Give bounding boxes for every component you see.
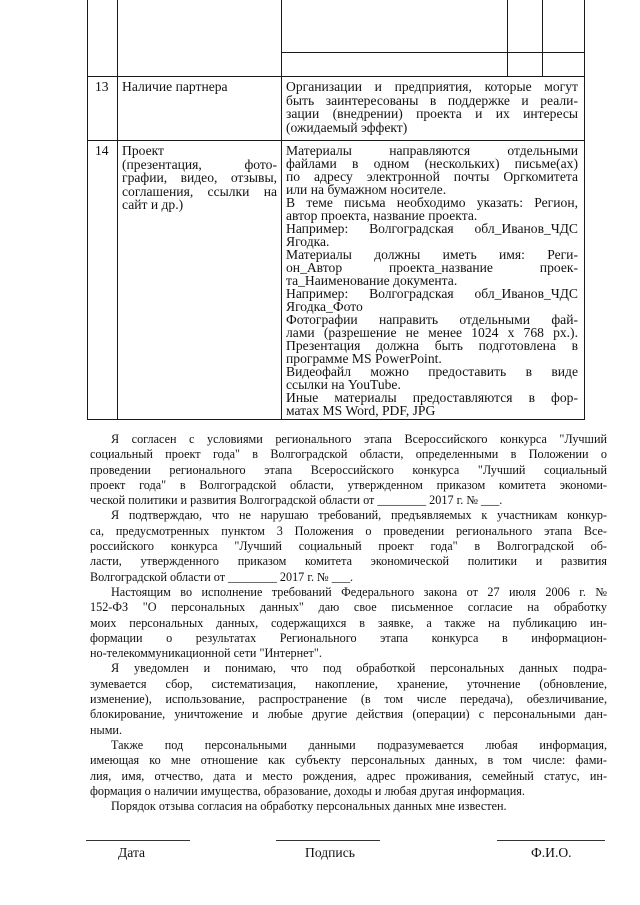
text-line: Видеофайл можно предоставить в виде xyxy=(286,364,578,379)
consent-paragraph xyxy=(90,508,607,584)
consent-paragraph xyxy=(90,661,607,737)
text-line: та_Наименование документа. xyxy=(286,273,458,288)
text-line: Я уведомлен и понимаю, что под обработкой персональных данных подра- xyxy=(111,661,607,676)
text-line: проведении регионального этапа Всероссийского конкурса "Лучший социальный xyxy=(90,462,607,477)
name-label: Ф.И.О. xyxy=(531,845,572,860)
text-line: Ягодка_Фото xyxy=(286,299,363,314)
text-line: по адресу электронной почты Оргкомитета xyxy=(286,169,578,184)
text-line: графии, видео, отзывы, xyxy=(122,170,277,185)
text-line: проект года" в Волгоградской области, утвержденном приказом комитета экономи- xyxy=(90,477,607,492)
text-line: Ягодка. xyxy=(286,234,330,249)
text-line: программе MS PowerPoint. xyxy=(286,351,442,366)
text-line: файлами в одном (нескольких) письме(ах) xyxy=(286,156,578,171)
table-border-left xyxy=(87,0,88,420)
text-line: соглашения, ссылки на xyxy=(122,183,277,199)
text-line: Я подтверждаю, что не нарушаю требований, предъявляемых к участникам конкур- xyxy=(111,508,607,523)
text-line: Материалы должны иметь имя: Реги- xyxy=(286,247,578,262)
text-line: социальный проект года" в Волгоградской области, определенными в Положении о xyxy=(90,447,607,462)
text-line: Также под персональными данными подразумевается любая информация, xyxy=(111,737,607,752)
text-line: Материалы направляются отдельными xyxy=(286,143,578,158)
text-line: Порядок отзыва согласия на обработку персональных данных мне известен. xyxy=(111,799,507,814)
row-13-number: 13 xyxy=(95,79,109,94)
text-line: (презентация, фото- xyxy=(122,156,277,172)
table-inner-v2 xyxy=(542,0,543,76)
text-line: (ожидаемый эффект) xyxy=(286,119,408,135)
row-14-number: 14 xyxy=(95,143,109,158)
text-line: лами (разрешение не менее 1024 x 768 px.). xyxy=(286,325,578,340)
text-line: но-телекоммуникационной сети "Интернет". xyxy=(90,646,322,661)
consent-paragraph xyxy=(90,738,607,799)
text-line: Настоящим во исполнение требований Федерального закона от 27 июля 2006 г. № xyxy=(111,584,607,599)
signature-label: Подпись xyxy=(305,845,355,860)
text-line: В теме письма необходимо указать: Регион, xyxy=(286,195,578,210)
consent-paragraph xyxy=(90,585,607,661)
text-line: Фотографии направить отдельными фай- xyxy=(286,312,578,327)
text-line: Например: Волгоградская обл_Иванов_ЧДС xyxy=(286,286,578,301)
text-line: Волгоградской области от ________ 2017 г. № ___. xyxy=(90,569,354,584)
text-line: он_Автор проекта_название проек- xyxy=(286,260,578,275)
text-line: имеющая ко мне отношение как субъекту персональных данных, в том числе: фами- xyxy=(90,753,607,768)
text-line: ческой политики и развития Волгоградской области от ________ 2017 г. № ___. xyxy=(90,493,503,508)
text-line: формация о наличии имущества, образование, доходы и любая другая информация. xyxy=(90,783,525,798)
table-border-bottom xyxy=(87,419,585,420)
text-line: изменение), использование, распространение (в том числе передача), обезличивание, xyxy=(90,692,607,707)
text-line: Организации и предприятия, которые могут xyxy=(286,79,578,94)
text-line: ными. xyxy=(90,722,122,737)
signature-line xyxy=(276,840,380,841)
text-line: матах MS Word, PDF, JPG xyxy=(286,403,436,418)
table-row-sep-1 xyxy=(87,76,585,77)
text-line: ссылки на YouTube. xyxy=(286,377,401,392)
text-line: Я согласен с условиями регионального этапа Всероссийского конкурса "Лучший xyxy=(111,432,607,446)
text-line: лия, имя, отчество, дата и место рождения, адрес проживания, семейный статус, ин- xyxy=(90,768,607,783)
text-line: са, предусмотренных пунктом 3 Положения о проведении регионального этапа Все- xyxy=(90,523,607,538)
text-line: Презентация должна быть подготовлена в xyxy=(286,338,578,353)
row-13-value xyxy=(286,80,578,134)
date-line xyxy=(86,840,190,841)
text-line: ласти, утвержденного приказом комитета экономической политики и развития xyxy=(90,554,607,569)
consent-paragraph xyxy=(90,432,607,508)
text-line: Например: Волгоградская обл_Иванов_ЧДС xyxy=(286,221,578,236)
row-14-name xyxy=(122,144,277,212)
row-14-value xyxy=(286,144,578,417)
text-line: формации о результатах Регионального этапа конкурса в информацион- xyxy=(90,630,607,645)
text-line: блокирование, уничтожение и любые другие действия (операции) с персональными дан- xyxy=(90,707,607,722)
table-inner-h xyxy=(281,52,585,53)
row-13-name: Наличие партнера xyxy=(122,79,228,94)
text-line: Проект xyxy=(122,143,164,158)
text-line: быть заинтересованы в поддержке и реали- xyxy=(286,92,578,108)
text-line: 152-ФЗ "О персональных данных" даю свое письменное согласие на обработку xyxy=(90,600,607,615)
text-line: сайт и др.) xyxy=(122,197,184,212)
table-border-mid xyxy=(281,0,282,420)
text-line: Иные материалы предоставляются в фор- xyxy=(286,390,578,405)
table-inner-v1 xyxy=(507,0,508,76)
text-line: российского конкурса "Лучший социальный проект года" в Волгоградской об- xyxy=(90,539,607,554)
consent-text xyxy=(90,432,607,814)
text-line: или на бумажном носителе. xyxy=(286,182,447,197)
consent-paragraph xyxy=(90,799,607,814)
text-line: зумевается сбор, систематизация, накопление, хранение, уточнение (обновление, xyxy=(90,676,607,691)
text-line: моих персональных данных, содержащихся в заявке, а также на публикацию ин- xyxy=(90,615,607,630)
name-line xyxy=(497,840,605,841)
table-row-sep-2 xyxy=(87,140,585,141)
date-label: Дата xyxy=(118,845,146,860)
text-line: автор проекта, название проекта. xyxy=(286,208,478,223)
table-border-right xyxy=(584,0,585,420)
table-border-num xyxy=(117,0,118,420)
text-line: зации (внедрении) проекта и их интересы xyxy=(286,106,578,121)
